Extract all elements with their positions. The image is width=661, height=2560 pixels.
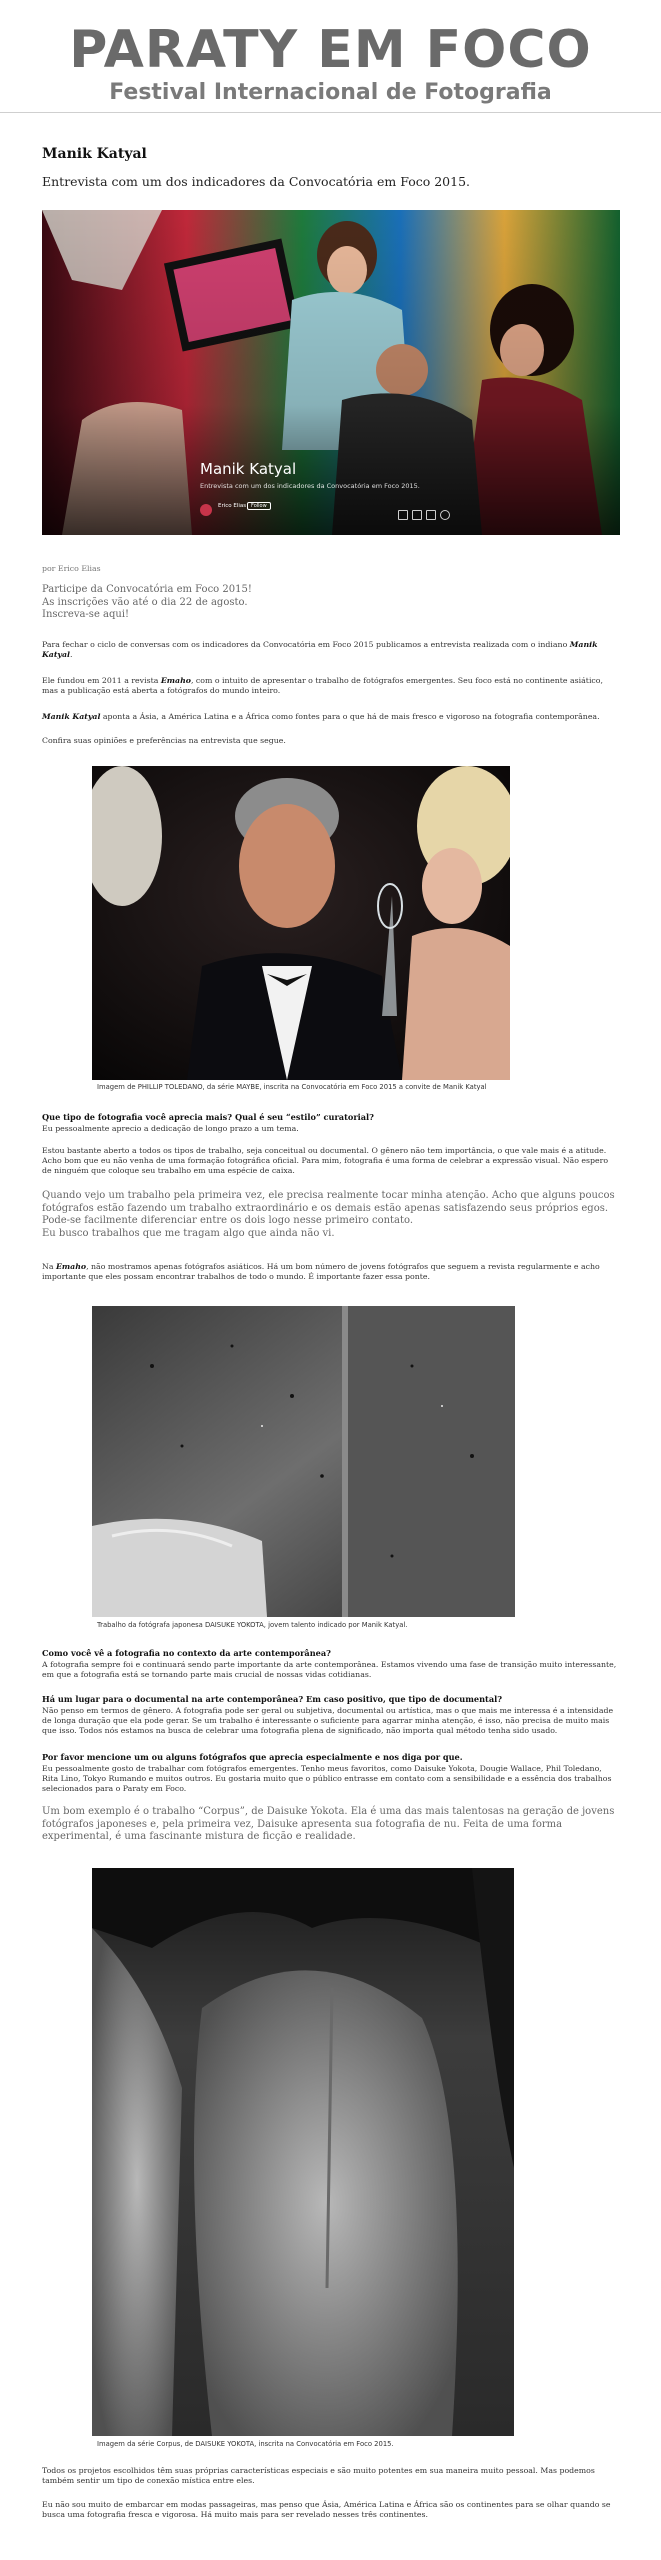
share-icon[interactable] bbox=[426, 510, 436, 520]
answer-2: A fotografia sempre foi e continuará sendo parte importante da arte contemporânea. Estamos vivendo uma fase de transição muito interessante, em que a fotografia está se tornando parte mais crucial de nossas vidas cotidianas. bbox=[42, 1660, 617, 1679]
cta-link[interactable]: Inscreva-se aqui! bbox=[42, 609, 130, 620]
cta-block bbox=[42, 584, 620, 622]
twitter-icon[interactable] bbox=[398, 510, 408, 520]
more-icon[interactable] bbox=[440, 510, 450, 520]
answer-1-paragraph-2: Estou bastante aberto a todos os tipos de trabalho, seja conceitual ou documental. O gênero não tem importância, o que vale mais é a atitude. Acho bom que eu não venha de uma formação fotográfica oficial. Para mim, fotografia é uma forma de celebrar a expressão visual. Não espero de ninguém que coloque seu trabalho em uma espécie de caixa. bbox=[42, 1146, 609, 1175]
closing-paragraph-2: Eu não sou muito de embarcar em modas passageiras, mas penso que Ásia, América Latina e África são os continentes para se olhar quando se busca uma fotografia fresca e vigorosa. Há muito mais para ser revelado nesses três continentes. bbox=[42, 2500, 611, 2519]
follow-button[interactable]: Follow bbox=[247, 502, 271, 510]
intro-paragraph-2: Ele fundou em 2011 a revista Emaho, com o intuito de apresentar o trabalho de fotógrafos emergentes. Seu foco está no continente asiático, mas a publicação está aberta a fotógrafos do mundo inteiro. bbox=[42, 676, 603, 695]
intro-paragraph-3: Manik Katyal aponta a Ásia, a América Latina e a África como fontes para o que há de mais fresco e vigoroso na fotografia contemporânea. bbox=[42, 712, 600, 721]
caption-yokota-1: Trabalho da fotógrafa japonesa DAISUKE YOKOTA, jovem talento indicado por Manik Katyal. bbox=[97, 1621, 408, 1629]
hero-overlay-title: Manik Katyal bbox=[200, 460, 297, 478]
article-subtitle: Entrevista com um dos indicadores da Convocatória em Foco 2015. bbox=[42, 174, 471, 189]
cta-line: As inscrições vão até o dia 22 de agosto. bbox=[42, 596, 248, 608]
answer-1-paragraph-3: Na Emaho, não mostramos apenas fotógrafos asiáticos. Há um bom número de jovens fotógrafos que seguem a revista regularmente e acho importante que eles possam encontrar trabalhos de todo o mundo. É importante fazer essa ponte. bbox=[42, 1262, 600, 1281]
hero-photo[interactable] bbox=[42, 210, 620, 535]
question-4: Por favor mencione um ou alguns fotógrafos que aprecia especialmente e nos diga por que. bbox=[42, 1752, 463, 1762]
answer-1: Eu pessoalmente aprecio a dedicação de longo prazo a um tema. bbox=[42, 1124, 299, 1133]
hero-overlay-subtitle: Entrevista com um dos indicadores da Convocatória em Foco 2015. bbox=[200, 482, 420, 490]
author-name[interactable]: Erico Elias bbox=[218, 503, 247, 509]
intro-paragraph-1: Para fechar o ciclo de conversas com os indicadores da Convocatória em Foco 2015 publicamos a entrevista realizada com o indiano Manik Katyal. bbox=[42, 640, 598, 659]
byline: por Erico Elias bbox=[42, 564, 101, 573]
cta-line: Participe da Convocatória em Foco 2015! bbox=[42, 584, 252, 595]
site-logo-subtitle: Festival Internacional de Fotografia bbox=[109, 80, 552, 105]
question-2: Como você vê a fotografia no contexto da arte contemporânea? bbox=[42, 1648, 331, 1658]
question-1: Que tipo de fotografia você aprecia mais? Qual é seu “estilo” curatorial? bbox=[42, 1112, 374, 1122]
facebook-icon[interactable] bbox=[412, 510, 422, 520]
site-header bbox=[0, 0, 661, 113]
photo-yokota-corpus[interactable] bbox=[92, 1868, 514, 2436]
answer-3: Não penso em termos de gênero. A fotografia pode ser geral ou subjetiva, documental ou artística, mas o que mais me interessa é a intensidade de longa duração que ela pode gerar. Se um trabalho é interessante o suficiente para agarrar minha atenção, é isso, não precisa de muito mais que isso. Todos nós estamos na busca de celebrar uma fotografia plena de significado, não importa qual método tenha sido usado. bbox=[42, 1706, 614, 1735]
answer-4-highlight: Um bom exemplo é o trabalho “Corpus”, de Daisuke Yokota. Ela é uma das mais talentosas na geração de jovens fotógrafos japoneses e, pela primeira vez, Daisuke apresenta sua fotografia de nu. Feita de uma forma experimental, é uma fascinante mistura de ficção e realidade. bbox=[42, 1806, 615, 1842]
photo-yokota-1[interactable] bbox=[92, 1306, 515, 1617]
author-avatar[interactable] bbox=[200, 504, 212, 516]
article-title: Manik Katyal bbox=[42, 146, 147, 162]
caption-corpus: Imagem da série Corpus, de DAISUKE YOKOTA, inscrita na Convocatória em Foco 2015. bbox=[97, 2440, 394, 2448]
answer-4: Eu pessoalmente gosto de trabalhar com fotógrafos emergentes. Tenho meus favoritos, como Daisuke Yokota, Dougie Wallace, Phil Toledano, Rita Lino, Tokyo Rumando e muitos outros. Eu gostaria muito que o público entrasse em contato com a sensibilidade e a essência dos trabalhos selecionados para o Paraty em Foco. bbox=[42, 1764, 612, 1793]
intro-paragraph-4: Confira suas opiniões e preferências na entrevista que segue. bbox=[42, 736, 286, 745]
closing-paragraph-1: Todos os projetos escolhidos têm suas próprias características especiais e são muito potentes em sua maneira muito pessoal. Mas podemos também sentir um tipo de conexão mística entre eles. bbox=[42, 2466, 595, 2485]
answer-1-highlight: Quando vejo um trabalho pela primeira vez, ele precisa realmente tocar minha atenção. Acho que alguns poucos fotógrafos estão fazendo um trabalho extraordinário e os demais estão apenas satisfazendo seus próprios egos. Pode-se facilmente diferenciar entre os dois logo nesse primeiro contato. Eu busco trabalhos que me tragam algo que ainda não vi. bbox=[42, 1190, 615, 1239]
question-3: Há um lugar para o documental na arte contemporânea? Em caso positivo, que tipo de documental? bbox=[42, 1694, 503, 1704]
site-logo-title[interactable]: PARATY EM FOCO bbox=[69, 20, 592, 80]
photo-toledano[interactable] bbox=[92, 766, 510, 1080]
caption-toledano: Imagem de PHILLIP TOLEDANO, da série MAYBE, inscrita na Convocatória em Foco 2015 a convite de Manik Katyal bbox=[97, 1083, 487, 1091]
